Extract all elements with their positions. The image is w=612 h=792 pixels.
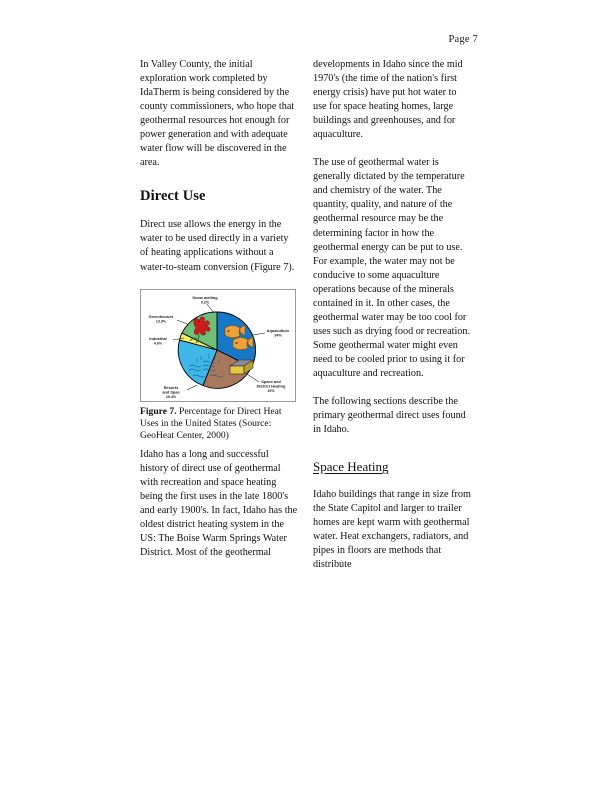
heading-direct-use: Direct Use [140, 188, 206, 205]
svg-text:Space and: Space and [261, 378, 281, 384]
left-paragraph-3: Idaho has a long and successful history of direct use of geothermal with recreation and space heating being the first uses in the late 1800's and early 1900's. In fact, Idaho has the oldest district heating system in the US: The Boise Warm Springs Water District. Most of the geothermal [140, 448, 298, 559]
svg-text:0.2%: 0.2% [200, 300, 210, 305]
pie-label-resorts-and-spas [162, 385, 179, 399]
left-paragraph-2: Direct use allows the energy in the water to be used directly in a variety of heating applications without a water-to-steam conversion (Figure 7). [140, 219, 295, 273]
pie-label-industrial [149, 336, 167, 346]
right-column [313, 58, 471, 572]
right-paragraph-3: The following sections describe the primary geothermal direct uses found in Idaho. [313, 396, 466, 436]
svg-text:Aquaculture: Aquaculture [266, 327, 290, 333]
figure-7 [140, 289, 298, 443]
page-header-number: Page 7 [448, 34, 478, 45]
svg-text:19%: 19% [267, 388, 275, 393]
svg-text:13.9%: 13.9% [155, 319, 167, 324]
svg-text:and Spas: and Spas [162, 389, 180, 395]
right-paragraph-2: The use of geothermal water is generally dictated by the temperature and chemistry of the water. The quantity, quality, and nature of the geothermal resource may be the determining factor in how the geothermal energy can be put to use. For example, the water may not be conducive to some aquaculture operations because of the minerals contained in it. In other cases, the geothermal water may be too cool for uses such as drying food or recreation. Some geothermal water might even need to be cooled prior to using it for aquaculture and recreation. [313, 157, 471, 379]
svg-text:Greenhouses: Greenhouses [148, 313, 174, 319]
left-column [140, 58, 298, 560]
pie-label-space-district-heating [257, 379, 286, 393]
pie-chart-direct-heat-uses [141, 290, 295, 401]
svg-text:District Heating: District Heating [256, 383, 286, 389]
right-paragraph-4: Idaho buildings that range in size from the State Capitol and larger to trailer homes are kept warm with geothermal water. Heat exchangers, radiators, and pipes in floors are methods that distribute [313, 489, 471, 571]
figure-7-image-frame [140, 289, 296, 402]
figure-7-caption-text: Percentage for Direct Heat Uses in the United States (Source: GeoHeat Center, 2000) [140, 405, 282, 442]
right-paragraph-1: developments in Idaho since the mid 1970's (the time of the nation's first energy crisis) have put hot water to use for space heating homes, large buildings and greenhouses, and for aquaculture. [313, 59, 463, 141]
pie-label-snow-melting [192, 295, 218, 305]
svg-text:29.4%: 29.4% [165, 394, 177, 399]
svg-text:Industrial: Industrial [149, 335, 167, 341]
svg-text:34%: 34% [274, 333, 282, 338]
figure-7-caption [140, 406, 298, 443]
pie-label-aquaculture [267, 328, 291, 338]
heading-space-heating: Space Heating [313, 459, 389, 475]
left-paragraph-1: In Valley County, the initial exploration work completed by IdaTherm is being considered by the county commissioners, who hope that geothermal resources hot enough for power generation and with adequate water flow will be discovered in the area. [140, 59, 295, 169]
figure-7-caption-label: Figure 7. [140, 405, 177, 417]
pie-label-greenhouses [149, 314, 174, 324]
svg-text:Resorts: Resorts [163, 384, 179, 390]
svg-text:Snow melting: Snow melting [192, 294, 218, 300]
svg-text:4.6%: 4.6% [153, 341, 163, 346]
